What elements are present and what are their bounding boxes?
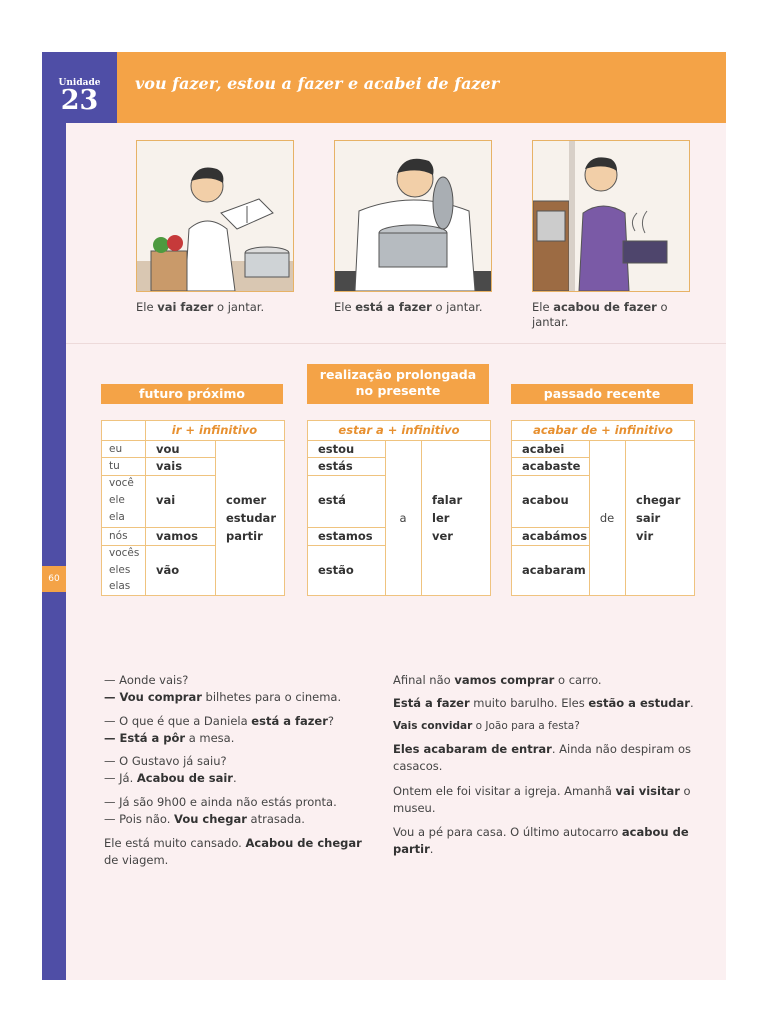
table-futuro-proximo [101,420,285,596]
title-bar [117,52,726,123]
connector-de: de [599,511,615,525]
table-rule [512,545,589,546]
caption-bold: está a fazer [355,300,432,314]
example-line: — O Gustavo já saiu? [104,754,227,768]
example-right-5 [393,783,703,817]
side-bar [42,52,66,980]
example-text: muito barulho. Eles [469,696,589,710]
example-line: — Aonde vais? [104,673,189,687]
example-bold: acabou de [621,825,689,839]
example-text: — Já. [104,771,137,785]
heading-futuro-proximo: futuro próximo [101,384,283,404]
table-rule [512,475,589,476]
example-text: o João para a festa? [472,720,580,732]
example-bold: partir [393,842,430,856]
caption-text: o jantar. [213,300,265,314]
caption-3 [532,300,682,330]
verb-form: acabou [522,493,569,507]
pronoun: eles [109,564,131,576]
table-realizacao-prolongada [307,420,491,596]
example-line [104,811,369,828]
example-left-4 [104,794,369,828]
example-text: o carro. [554,673,602,687]
caption-text: Ele [136,300,158,314]
example-right-6 [393,824,703,858]
example-text: . [232,771,237,785]
unit-label: Unidade [58,78,101,88]
example-bold: vamos comprar [454,673,555,687]
caption-text: Ele [532,300,554,314]
example-text: . [689,696,694,710]
infinitive: ver [432,529,453,543]
example-left-2 [104,713,369,747]
verb-form: estão [318,563,354,577]
example-line: museu. [393,801,436,815]
example-right-1 [393,672,703,689]
verb-form: acabámos [522,529,588,543]
picture-reading-recipe [136,140,294,292]
verb-form: acabei [522,442,565,456]
caption-text: o jantar. [532,300,668,329]
heading-line: realização prolongada [319,367,477,382]
example-bold: Acabou de sair [136,771,233,785]
verb-form: vou [156,442,180,456]
verb-form: estás [318,459,353,473]
infinitive: partir [226,529,263,543]
heading-passado-recente: passado recente [511,384,693,404]
example-text: — O que é que a Daniela [104,714,252,728]
example-line [393,841,703,858]
example-bold: Vais convidar [393,720,473,732]
example-bold: Acabou de chegar [245,836,362,850]
example-text: Afinal não [393,673,455,687]
table-passado-recente [511,420,695,596]
example-text: o [679,784,691,798]
example-text: ? [327,714,335,728]
example-bold: vai visitar [615,784,680,798]
example-text: Ele está muito cansado. [104,836,246,850]
infinitive: falar [432,493,463,507]
example-line [104,770,369,787]
pronoun: elas [109,580,131,592]
page-number: 60 [42,566,66,592]
example-bold: — Está a pôr [104,731,186,745]
pronoun: ele [109,494,125,506]
example-text: Vou a pé para casa. O último autocarro [393,825,622,839]
unit-title: vou fazer, estou a fazer e acabei de fazer [135,74,500,93]
example-right-3 [393,718,703,735]
infinitive: estudar [226,511,276,525]
example-bold: — Vou comprar [104,690,202,704]
caption-bold: acabou de fazer [553,300,657,314]
unit-badge [42,52,117,123]
connector-a: a [399,511,407,525]
example-text: a mesa. [185,731,235,745]
example-line: casacos. [393,759,443,773]
pronoun: você [109,477,134,489]
example-line: de viagem. [104,853,169,867]
verb-form: vais [156,459,183,473]
example-text: — Pois não. [104,812,175,826]
verb-form: estamos [318,529,373,543]
infinitive: ler [432,511,450,525]
example-line: — Já são 9h00 e ainda não estás pronta. [104,795,337,809]
heading-line: no presente [355,383,441,398]
example-line [393,741,703,758]
example-text: atrasada. [246,812,305,826]
example-left-5 [104,835,369,869]
example-line [104,689,369,706]
example-line [104,835,369,852]
verb-form: vai [156,493,176,507]
example-right-2 [393,695,703,712]
caption-bold: vai fazer [157,300,214,314]
table-rule [625,440,626,595]
example-left-3 [104,753,369,787]
pronoun: eu [109,443,123,455]
verb-form: vão [156,563,180,577]
formula-estar-a-infinitivo: estar a + infinitivo [338,423,460,437]
formula-acabar-de-infinitivo: acabar de + infinitivo [533,423,673,437]
table-rule [145,421,146,595]
unit-header [42,52,726,123]
section-divider [66,343,726,344]
table-rule [308,545,385,546]
example-line [104,713,369,730]
example-line [393,783,703,800]
pronoun: tu [109,460,120,472]
example-bold: Vou chegar [174,812,247,826]
pronoun: ela [109,511,125,523]
caption-text: Ele [334,300,356,314]
verb-form: acabaste [522,459,581,473]
example-right-4 [393,741,703,775]
caption-2 [334,300,483,315]
example-bold: está a fazer [251,714,328,728]
unit-number: 23 [60,85,99,116]
example-left-1 [104,672,369,706]
example-bold: estão a estudar [588,696,690,710]
infinitive: comer [226,493,267,507]
formula-ir-infinitivo: ir + infinitivo [171,423,258,437]
verb-form: acabaram [522,563,586,577]
infinitive: sair [636,511,661,525]
table-rule [421,440,422,595]
infinitive: vir [636,529,654,543]
example-line [393,824,703,841]
table-rule [308,475,385,476]
verb-form: vamos [156,529,198,543]
verb-form: está [318,493,346,507]
verb-form: estou [318,442,355,456]
example-text: . [429,842,434,856]
heading-realizacao-prolongada [307,364,489,404]
table-rule [215,440,216,595]
picture-tasting-soup [334,140,492,292]
example-text: . Ainda não despiram os [551,742,692,756]
infinitive: chegar [636,493,681,507]
example-line [104,730,369,747]
caption-1 [136,300,264,315]
example-text: bilhetes para o cinema. [201,690,342,704]
picture-carrying-pot [532,140,690,292]
example-text: Ontem ele foi visitar a igreja. Amanhã [393,784,616,798]
example-bold: Eles acabaram de entrar [393,742,552,756]
example-bold: Está a fazer [393,696,470,710]
table-rule [102,440,284,441]
pronoun: vocês [109,547,140,559]
caption-text: o jantar. [431,300,483,314]
pronoun: nós [109,530,128,542]
